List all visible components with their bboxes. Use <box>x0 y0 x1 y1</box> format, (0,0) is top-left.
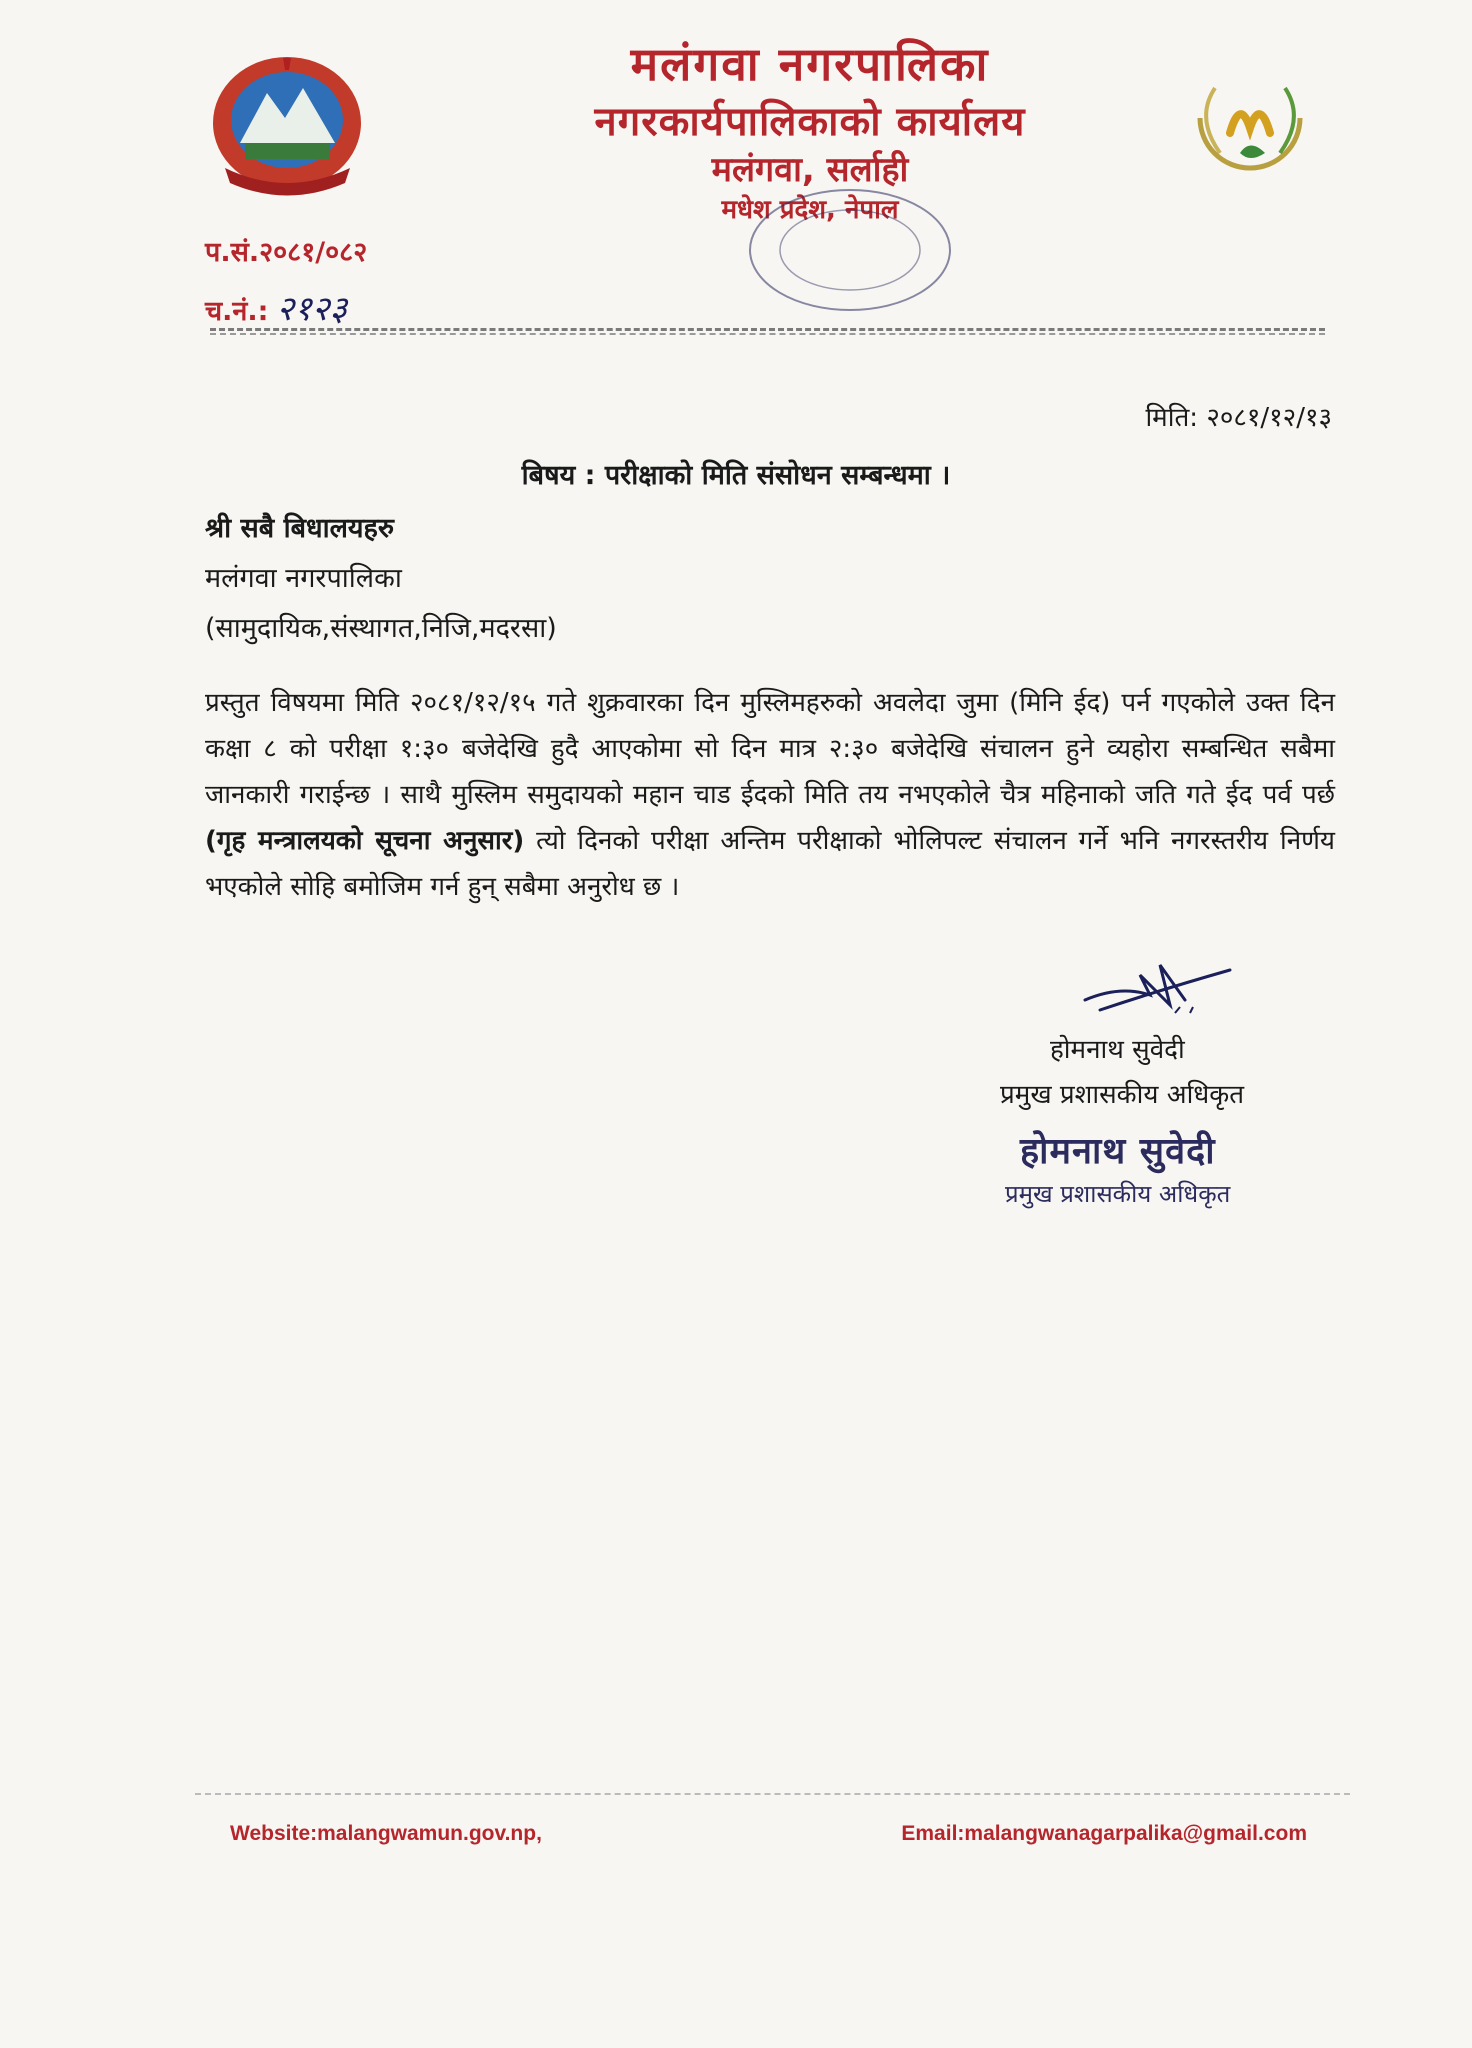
letter-subject: बिषय : परीक्षाको मिति संसोधन सम्बन्धमा । <box>521 460 951 491</box>
patra-sankhya: प.सं.२०८१/०८२ <box>205 237 368 268</box>
addressee-line-1: श्री सबै बिधालयहरु <box>205 513 395 544</box>
footer-website: Website:malangwamun.gov.np, <box>230 1822 542 1845</box>
footer-email: Email:malangwanagarpalika@gmail.com <box>901 1822 1307 1845</box>
office-name: नगरकार्यपालिकाको कार्यालय <box>594 99 1026 145</box>
letter-date: मिति: २०८१/१२/१३ <box>1145 403 1332 433</box>
municipality-logo-icon <box>1175 58 1325 178</box>
chalani-label: च.नं.: <box>205 296 269 327</box>
header-divider <box>210 328 1325 331</box>
municipality-name: मलंगवा नगरपालिका <box>630 37 990 91</box>
signatory-title: प्रमुख प्रशासकीय अधिकृत <box>1000 1080 1245 1110</box>
chalani-number: २१२३ <box>276 289 348 329</box>
nepal-emblem-icon <box>205 48 370 198</box>
footer-divider <box>195 1793 1350 1795</box>
body-part-2: त्यो दिनको परीक्षा अन्तिम परीक्षाको भोलिपल्ट संचालन गर्ने भनि नगरस्तरीय निर्णय भएकोले सोहि बमोजिम गर्न हुन् सबैमा अनुरोध छ । <box>205 826 1335 902</box>
body-emphasis: (गृह मन्त्रालयको सूचना अनुसार) <box>205 826 525 856</box>
office-province: मधेश प्रदेश, नेपाल <box>721 195 899 225</box>
header-divider-secondary <box>210 333 1325 335</box>
signatory-stamp-title: प्रमुख प्रशासकीय अधिकृत <box>1005 1180 1231 1208</box>
chalani-number-row <box>205 284 347 330</box>
addressee-line-2: मलंगवा नगरपालिका <box>205 563 402 594</box>
signature-icon <box>1080 955 1240 1025</box>
letter-body <box>205 680 1335 910</box>
office-seal-stamp <box>730 180 970 320</box>
body-part-1: प्रस्तुत विषयमा मिति २०८१/१२/१५ गते शुक्रवारका दिन मुस्लिमहरुको अवलेदा जुमा (मिनि ईद) पर्न गएकोले उक्त दिन कक्षा ८ को परीक्षा १:३० बजेदेखि हुदै आएकोमा सो दिन मात्र २:३० बजेदेखि संचालन हुने व्यहोरा सम्बन्धित सबैमा जानकारी गराईन्छ । साथै मुस्लिम समुदायको महान चाड ईदको मिति तय नभएकोले चैत्र महिनाको जति गते ईद पर्व पर्छ <box>205 688 1335 810</box>
office-location: मलंगवा, सर्लाही <box>711 150 909 190</box>
signatory-name: होमनाथ सुवेदी <box>1050 1035 1185 1065</box>
signatory-stamp-name: होमनाथ सुवेदी <box>1020 1131 1216 1172</box>
addressee-line-3: (सामुदायिक,संस्थागत,निजि,मदरसा) <box>205 613 557 644</box>
